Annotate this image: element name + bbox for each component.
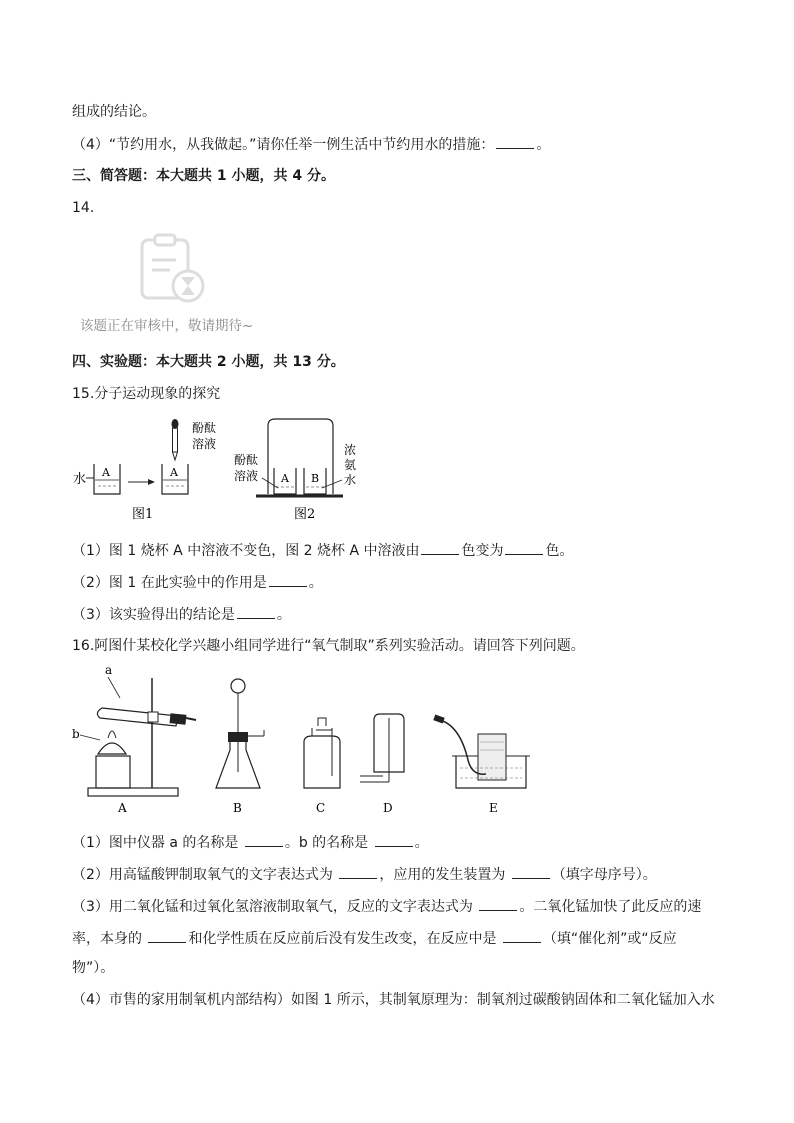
question-13-4 [72,134,550,155]
caption-d: D [383,801,393,815]
text: 和化学性质在反应前后没有发生改变，在反应中是 [188,931,501,947]
label-solution-2: 溶液 [234,469,259,483]
text: 。二氧化锰加快了此反应的速 [519,899,702,915]
text: 。 [276,607,291,623]
caption-e: E [489,801,498,815]
text: 15.分子运动现象的探究 [72,386,221,402]
section-title: 四、实验题： [72,354,156,370]
text: ，应用的发生装置为 [379,867,510,883]
clipboard-hourglass-icon [80,232,270,312]
text-line [72,102,156,122]
answer-blank [339,864,377,879]
text: 16.阿图什某校化学兴趣小组同学进行“氧气制取”系列实验活动。请回答下列问题。 [72,638,585,654]
text: （1）图 1 烧杯 A 中溶液不变色，图 2 烧杯 A 中溶液由 [72,543,420,559]
caption-a: A [118,801,127,815]
answer-blank [505,540,543,555]
text: 。b 的名称是 [284,835,373,851]
text: （填字母序号）。 [551,867,657,883]
question-number: 14. [72,200,95,216]
molecular-motion-figure [68,414,388,526]
answer-blank [245,832,283,847]
section-desc: 本大题共 2 小题，共 13 分。 [156,354,345,370]
label-conc-2: 氨 [344,458,357,472]
text: 率，本身的 [72,931,147,947]
label-conc-3: 水 [344,473,357,487]
figure-2-caption: 图2 [294,507,316,522]
label-solution-1: 溶液 [192,437,217,451]
question-16-1 [72,832,429,853]
section-title: 三、简答题： [72,168,156,184]
answer-blank [237,604,275,619]
answer-blank [503,928,541,943]
label-a-2: A [170,466,178,479]
section-heading-3 [72,166,335,186]
text: （填“催化剂”或“反应 [542,931,677,947]
oxygen-apparatus-figure [68,664,538,816]
label-b: b [72,727,80,741]
question-16-2 [72,864,657,885]
label-b-1: B [311,472,320,485]
answer-blank [375,832,413,847]
question-15-1 [72,540,573,561]
text: （2）用高锰酸钾制取氧气的文字表达式为 [72,867,338,883]
text: （2）图 1 在此实验中的作用是 [72,575,267,591]
question-16-3-cont [72,928,677,949]
answer-blank [512,864,550,879]
answer-blank [269,572,307,587]
text: 。 [308,575,323,591]
question-16-3 [72,896,701,917]
section-desc: 本大题共 1 小题，共 4 分。 [156,168,335,184]
question-15-3 [72,604,291,625]
text: （3）该实验得出的结论是 [72,607,235,623]
text: （4）“节约用水，从我做起。”请你任举一例生活中节约用水的措施： [72,137,495,153]
label-phenolphthalein-1: 酚酞 [192,421,217,435]
caption-b: B [233,801,242,815]
label-a-3: A [281,472,289,485]
label-phenolphthalein-2: 酚酞 [234,453,259,467]
text: 。 [414,835,429,851]
section-heading-4 [72,352,345,372]
answer-blank [421,540,459,555]
review-notice: 该题正在审核中，敬请期待~ [80,318,254,334]
question-16-4 [72,990,715,1010]
question-15 [72,384,220,404]
question-15-2 [72,572,323,593]
label-water: 水 [73,472,87,487]
text: 组成的结论。 [72,104,156,120]
answer-blank [496,134,534,149]
question-16-3-end [72,958,114,978]
answer-blank [479,896,517,911]
caption-c: C [316,801,326,815]
answer-blank [148,928,186,943]
text: （3）用二氧化锰和过氧化氢溶液制取氧气，反应的文字表达式为 [72,899,478,915]
text: 色。 [545,543,574,559]
label-conc-1: 浓 [344,443,357,457]
label-a: a [105,664,113,677]
text: （1）图中仪器 a 的名称是 [72,835,243,851]
question-16 [72,636,585,656]
text: 。 [536,137,551,153]
question-14 [72,198,94,218]
label-a-1: A [102,466,110,479]
figure-1-caption: 图1 [132,507,154,522]
text: 色变为 [461,543,504,559]
text: 物”）。 [72,960,115,976]
text: （4）市售的家用制氧机内部结构）如图 1 所示，其制氧原理为：制氧剂过碳酸钠固体和二氧化锰加入水 [72,992,715,1008]
